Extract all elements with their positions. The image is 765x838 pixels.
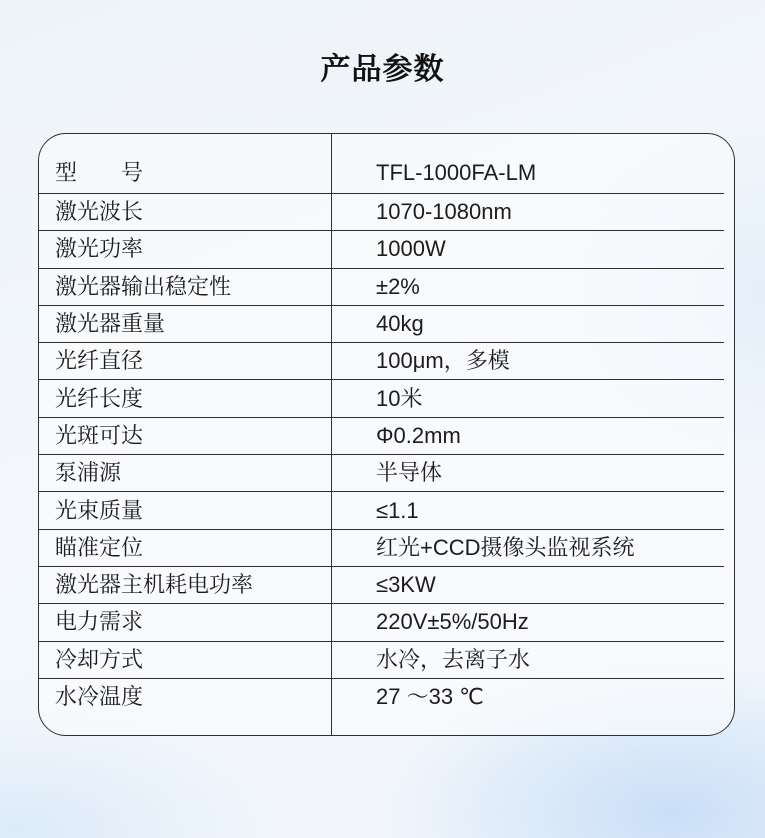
table-row bbox=[39, 530, 724, 567]
spec-label-cell: 型 号 bbox=[55, 160, 144, 185]
spec-label-cell: 激光功率 bbox=[55, 236, 144, 262]
spec-value-cell: ≤3KW bbox=[376, 572, 436, 598]
table-row bbox=[39, 134, 724, 194]
page-title: 产品参数 bbox=[320, 53, 445, 86]
spec-label-cell: 光斑可达 bbox=[55, 422, 144, 448]
table-row bbox=[39, 343, 724, 380]
table-row bbox=[39, 455, 724, 492]
spec-value-cell: Φ0.2mm bbox=[376, 422, 461, 448]
spec-value-cell: 27 ～33 ℃ bbox=[376, 684, 484, 709]
spec-label-cell: 激光波长 bbox=[55, 199, 144, 225]
table-row bbox=[39, 194, 724, 231]
spec-label-cell: 光纤直径 bbox=[55, 348, 144, 374]
spec-label-cell: 泵浦源 bbox=[55, 460, 122, 486]
table-row bbox=[39, 567, 724, 604]
spec-label-cell: 激光器重量 bbox=[55, 311, 166, 337]
table-row bbox=[39, 642, 724, 679]
spec-label-cell: 光纤长度 bbox=[55, 385, 144, 411]
table-row bbox=[39, 269, 724, 306]
table-row bbox=[39, 604, 724, 641]
spec-value-cell: 10米 bbox=[376, 385, 423, 411]
spec-value-cell: 1070-1080nm bbox=[376, 199, 512, 225]
spec-value-cell: 水冷，去离子水 bbox=[376, 646, 531, 672]
table-row bbox=[39, 231, 724, 268]
spec-value-cell: 1000W bbox=[376, 236, 446, 262]
spec-value-cell: ≤1.1 bbox=[376, 497, 419, 523]
spec-value-cell: 半导体 bbox=[376, 460, 443, 486]
spec-label-cell: 激光器输出稳定性 bbox=[55, 273, 232, 299]
spec-label-cell: 电力需求 bbox=[55, 609, 144, 635]
spec-label-cell: 激光器主机耗电功率 bbox=[55, 572, 254, 598]
spec-label-cell: 水冷温度 bbox=[55, 684, 144, 709]
product-parameters-section bbox=[0, 53, 765, 736]
spec-label-cell: 瞄准定位 bbox=[55, 534, 144, 560]
spec-value-cell: 红光+CCD摄像头监视系统 bbox=[376, 534, 635, 560]
table-row bbox=[39, 492, 724, 529]
spec-value-cell: 220V±5%/50Hz bbox=[376, 609, 529, 635]
spec-value-cell: 40kg bbox=[376, 311, 424, 337]
spec-label-cell: 冷却方式 bbox=[55, 646, 144, 672]
table-row bbox=[39, 418, 724, 455]
table-row bbox=[39, 306, 724, 343]
spec-value-cell: ±2% bbox=[376, 273, 420, 299]
spec-value-cell: 100μm，多模 bbox=[376, 348, 510, 374]
table-row bbox=[39, 380, 724, 417]
column-divider bbox=[331, 134, 332, 735]
spec-label-cell: 光束质量 bbox=[55, 497, 144, 523]
table-row bbox=[39, 679, 724, 715]
spec-value-cell: TFL-1000FA-LM bbox=[376, 160, 537, 185]
spec-table-body bbox=[39, 134, 734, 715]
spec-table bbox=[38, 133, 735, 736]
